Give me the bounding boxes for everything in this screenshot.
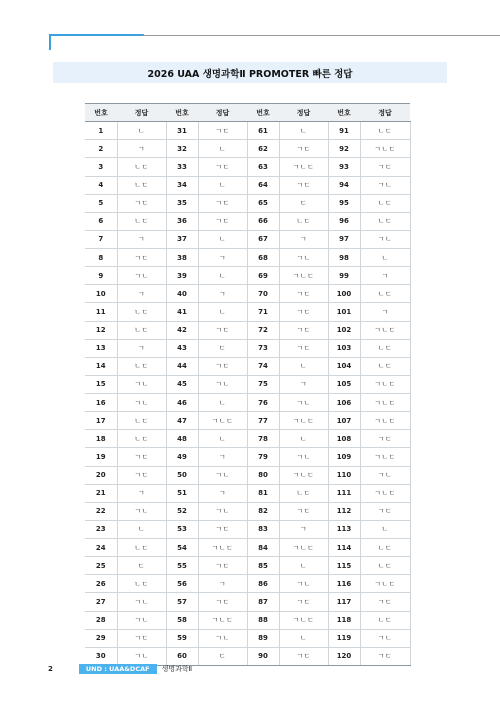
answer-cell: ㄱㄷ bbox=[360, 158, 410, 176]
answer-cell: ㄱㄷ bbox=[198, 212, 247, 230]
table-row bbox=[85, 339, 410, 357]
question-number: 76 bbox=[247, 394, 279, 412]
answer-cell: ㄴㄷ bbox=[360, 194, 410, 212]
table-header-row bbox=[85, 104, 410, 122]
question-number: 28 bbox=[85, 611, 117, 629]
table-row bbox=[85, 412, 410, 430]
question-number: 43 bbox=[166, 339, 198, 357]
question-number: 114 bbox=[328, 539, 360, 557]
answer-cell: ㄱㄷ bbox=[279, 647, 328, 665]
answer-cell: ㄱ bbox=[117, 484, 166, 502]
question-number: 27 bbox=[85, 593, 117, 611]
question-number: 2 bbox=[85, 140, 117, 158]
question-number: 49 bbox=[166, 448, 198, 466]
answer-cell: ㄱㄴ bbox=[279, 249, 328, 267]
answer-cell: ㄱㄷ bbox=[198, 158, 247, 176]
answer-cell: ㄱㄴ bbox=[198, 466, 247, 484]
question-number: 14 bbox=[85, 357, 117, 375]
question-number: 16 bbox=[85, 394, 117, 412]
answer-cell: ㄱㄴㄷ bbox=[360, 484, 410, 502]
answer-cell: ㄱ bbox=[360, 267, 410, 285]
question-number: 8 bbox=[85, 249, 117, 267]
table-row bbox=[85, 122, 410, 140]
question-number: 90 bbox=[247, 647, 279, 665]
table-row bbox=[85, 484, 410, 502]
answer-cell: ㄴㄷ bbox=[117, 176, 166, 194]
question-number: 102 bbox=[328, 321, 360, 339]
question-number: 115 bbox=[328, 557, 360, 575]
answer-cell: ㄷ bbox=[198, 339, 247, 357]
question-number: 41 bbox=[166, 303, 198, 321]
answer-cell: ㄴㄷ bbox=[117, 212, 166, 230]
question-number: 11 bbox=[85, 303, 117, 321]
question-number: 31 bbox=[166, 122, 198, 140]
table-row bbox=[85, 466, 410, 484]
answer-cell: ㄱㄴ bbox=[117, 647, 166, 665]
question-number: 62 bbox=[247, 140, 279, 158]
question-number: 119 bbox=[328, 629, 360, 647]
question-number: 56 bbox=[166, 575, 198, 593]
answer-cell: ㄱㄴ bbox=[117, 394, 166, 412]
question-number: 80 bbox=[247, 466, 279, 484]
question-number: 98 bbox=[328, 249, 360, 267]
question-number: 33 bbox=[166, 158, 198, 176]
answer-cell: ㄱㄷ bbox=[279, 140, 328, 158]
answer-cell: ㄴ bbox=[117, 122, 166, 140]
answer-cell: ㄱㄴ bbox=[117, 267, 166, 285]
answer-cell: ㄱㄴㄷ bbox=[360, 140, 410, 158]
answer-cell: ㄷ bbox=[198, 647, 247, 665]
question-number: 97 bbox=[328, 230, 360, 248]
answer-cell: ㄱㄴ bbox=[360, 629, 410, 647]
answer-cell: ㄱㄴ bbox=[360, 176, 410, 194]
answer-cell: ㄴ bbox=[279, 557, 328, 575]
answer-cell: ㄱㄷ bbox=[198, 321, 247, 339]
question-number: 117 bbox=[328, 593, 360, 611]
answer-cell: ㄱㄴ bbox=[117, 502, 166, 520]
question-number: 106 bbox=[328, 394, 360, 412]
answer-cell: ㄱㄷ bbox=[279, 339, 328, 357]
question-number: 95 bbox=[328, 194, 360, 212]
answer-cell: ㄱㄷ bbox=[117, 466, 166, 484]
answer-cell: ㄱ bbox=[198, 249, 247, 267]
header-accent-line bbox=[49, 34, 144, 36]
answer-cell: ㄱㄴ bbox=[279, 448, 328, 466]
question-number: 86 bbox=[247, 575, 279, 593]
question-number: 48 bbox=[166, 430, 198, 448]
answer-cell: ㄱ bbox=[198, 575, 247, 593]
answer-cell: ㄴㄷ bbox=[360, 611, 410, 629]
question-number: 3 bbox=[85, 158, 117, 176]
answer-cell: ㄴ bbox=[117, 520, 166, 538]
answer-table bbox=[85, 103, 411, 666]
answer-cell: ㄱㄴㄷ bbox=[360, 575, 410, 593]
question-number: 15 bbox=[85, 375, 117, 393]
question-number: 116 bbox=[328, 575, 360, 593]
table-row bbox=[85, 539, 410, 557]
answer-cell: ㄴㄷ bbox=[117, 321, 166, 339]
answer-cell: ㄱㄴ bbox=[117, 375, 166, 393]
question-number: 101 bbox=[328, 303, 360, 321]
answer-cell: ㄱㄷ bbox=[198, 194, 247, 212]
question-number: 52 bbox=[166, 502, 198, 520]
question-number: 112 bbox=[328, 502, 360, 520]
question-number: 104 bbox=[328, 357, 360, 375]
question-number: 37 bbox=[166, 230, 198, 248]
table-row bbox=[85, 430, 410, 448]
answer-cell: ㄱㄴ bbox=[279, 394, 328, 412]
answer-cell: ㄱㄷ bbox=[279, 593, 328, 611]
answer-cell: ㄱㄴㄷ bbox=[279, 267, 328, 285]
answer-cell: ㄴㄷ bbox=[360, 557, 410, 575]
question-number: 103 bbox=[328, 339, 360, 357]
table-row bbox=[85, 212, 410, 230]
answer-cell: ㄱㄷ bbox=[279, 502, 328, 520]
question-number: 74 bbox=[247, 357, 279, 375]
answer-cell: ㄷ bbox=[117, 557, 166, 575]
answer-cell: ㄴㄷ bbox=[360, 285, 410, 303]
question-number: 63 bbox=[247, 158, 279, 176]
answer-cell: ㄴㄷ bbox=[117, 430, 166, 448]
answer-cell: ㄴㄷ bbox=[360, 539, 410, 557]
answer-cell: ㄱ bbox=[360, 303, 410, 321]
page-number: 2 bbox=[48, 665, 53, 673]
question-number: 70 bbox=[247, 285, 279, 303]
question-number: 118 bbox=[328, 611, 360, 629]
question-number: 47 bbox=[166, 412, 198, 430]
answer-cell: ㄱㄴㄷ bbox=[198, 412, 247, 430]
question-number: 40 bbox=[166, 285, 198, 303]
header-num: 번호 bbox=[247, 104, 279, 122]
question-number: 65 bbox=[247, 194, 279, 212]
question-number: 21 bbox=[85, 484, 117, 502]
question-number: 105 bbox=[328, 375, 360, 393]
header-num: 번호 bbox=[328, 104, 360, 122]
header-answer: 정답 bbox=[360, 104, 410, 122]
answer-cell: ㄱㄷ bbox=[279, 176, 328, 194]
answer-cell: ㄱㄷ bbox=[360, 647, 410, 665]
header-answer: 정답 bbox=[198, 104, 247, 122]
question-number: 19 bbox=[85, 448, 117, 466]
question-number: 110 bbox=[328, 466, 360, 484]
header-accent-vertical bbox=[49, 34, 51, 50]
answer-cell: ㄴ bbox=[279, 430, 328, 448]
question-number: 67 bbox=[247, 230, 279, 248]
question-number: 44 bbox=[166, 357, 198, 375]
question-number: 120 bbox=[328, 647, 360, 665]
answer-cell: ㄴ bbox=[360, 249, 410, 267]
header-answer: 정답 bbox=[279, 104, 328, 122]
question-number: 96 bbox=[328, 212, 360, 230]
answer-cell: ㄱㄷ bbox=[198, 122, 247, 140]
question-number: 81 bbox=[247, 484, 279, 502]
answer-cell: ㄱㄴㄷ bbox=[198, 539, 247, 557]
answer-cell: ㄴ bbox=[198, 230, 247, 248]
question-number: 94 bbox=[328, 176, 360, 194]
header-num: 번호 bbox=[166, 104, 198, 122]
answer-cell: ㄱㄷ bbox=[117, 448, 166, 466]
answer-cell: ㄴㄷ bbox=[117, 303, 166, 321]
answer-cell: ㄱㄴ bbox=[198, 629, 247, 647]
question-number: 18 bbox=[85, 430, 117, 448]
question-number: 22 bbox=[85, 502, 117, 520]
answer-cell: ㄱ bbox=[117, 230, 166, 248]
answer-cell: ㄴㄷ bbox=[279, 212, 328, 230]
answer-cell: ㄱㄴㄷ bbox=[360, 412, 410, 430]
footer-code-badge: UND : UAA&DCAF bbox=[79, 664, 157, 674]
question-number: 9 bbox=[85, 267, 117, 285]
question-number: 107 bbox=[328, 412, 360, 430]
answer-cell: ㄱ bbox=[279, 375, 328, 393]
table-row bbox=[85, 575, 410, 593]
question-number: 75 bbox=[247, 375, 279, 393]
question-number: 92 bbox=[328, 140, 360, 158]
answer-cell: ㄴ bbox=[198, 176, 247, 194]
question-number: 34 bbox=[166, 176, 198, 194]
answer-cell: ㄱㄷ bbox=[117, 194, 166, 212]
question-number: 25 bbox=[85, 557, 117, 575]
question-number: 68 bbox=[247, 249, 279, 267]
page-title: 2026 UAA 생명과학Ⅱ PROMOTER 빠른 정답 bbox=[147, 68, 353, 80]
answer-cell: ㄴㄷ bbox=[360, 122, 410, 140]
question-number: 88 bbox=[247, 611, 279, 629]
answer-cell: ㄱㄴ bbox=[279, 575, 328, 593]
question-number: 58 bbox=[166, 611, 198, 629]
answer-cell: ㄱㄷ bbox=[360, 593, 410, 611]
answer-cell: ㄱㄷ bbox=[198, 357, 247, 375]
question-number: 60 bbox=[166, 647, 198, 665]
answer-cell: ㄴㄷ bbox=[279, 484, 328, 502]
question-number: 91 bbox=[328, 122, 360, 140]
question-number: 53 bbox=[166, 520, 198, 538]
question-number: 73 bbox=[247, 339, 279, 357]
question-number: 4 bbox=[85, 176, 117, 194]
question-number: 55 bbox=[166, 557, 198, 575]
answer-cell: ㄱ bbox=[279, 520, 328, 538]
question-number: 17 bbox=[85, 412, 117, 430]
answer-cell: ㄱㄴ bbox=[360, 466, 410, 484]
answer-cell: ㄱㄷ bbox=[198, 593, 247, 611]
answer-cell: ㄱㄷ bbox=[279, 321, 328, 339]
answer-cell: ㄱㄴ bbox=[117, 611, 166, 629]
answer-cell: ㄴ bbox=[279, 357, 328, 375]
question-number: 100 bbox=[328, 285, 360, 303]
question-number: 30 bbox=[85, 647, 117, 665]
answer-cell: ㄴㄷ bbox=[360, 339, 410, 357]
answer-cell: ㄱㄴ bbox=[117, 593, 166, 611]
answer-cell: ㄴ bbox=[198, 394, 247, 412]
answer-cell: ㄱㄷ bbox=[117, 249, 166, 267]
table-row bbox=[85, 321, 410, 339]
question-number: 59 bbox=[166, 629, 198, 647]
answer-cell: ㄱㄴㄷ bbox=[279, 412, 328, 430]
page-footer bbox=[48, 664, 192, 674]
question-number: 99 bbox=[328, 267, 360, 285]
answer-cell: ㄴㄷ bbox=[117, 158, 166, 176]
table-row bbox=[85, 194, 410, 212]
answer-cell: ㄱㄴㄷ bbox=[360, 448, 410, 466]
answer-cell: ㄱㄴ bbox=[360, 230, 410, 248]
footer-subject: 생명과학Ⅱ bbox=[161, 665, 193, 673]
question-number: 46 bbox=[166, 394, 198, 412]
answer-cell: ㄴㄷ bbox=[360, 212, 410, 230]
answer-cell: ㄱ bbox=[198, 448, 247, 466]
question-number: 79 bbox=[247, 448, 279, 466]
question-number: 85 bbox=[247, 557, 279, 575]
answer-cell: ㄴ bbox=[279, 629, 328, 647]
answer-cell: ㄱㄷ bbox=[279, 285, 328, 303]
question-number: 29 bbox=[85, 629, 117, 647]
question-number: 64 bbox=[247, 176, 279, 194]
question-number: 57 bbox=[166, 593, 198, 611]
question-number: 7 bbox=[85, 230, 117, 248]
question-number: 26 bbox=[85, 575, 117, 593]
table-row bbox=[85, 267, 410, 285]
header-answer: 정답 bbox=[117, 104, 166, 122]
answer-cell: ㄱㄷ bbox=[198, 520, 247, 538]
answer-cell: ㄴ bbox=[198, 140, 247, 158]
table-row bbox=[85, 593, 410, 611]
table-row bbox=[85, 285, 410, 303]
answer-cell: ㄴㄷ bbox=[360, 357, 410, 375]
answer-cell: ㄱ bbox=[198, 285, 247, 303]
answer-cell: ㄱ bbox=[117, 339, 166, 357]
table-row bbox=[85, 448, 410, 466]
question-number: 35 bbox=[166, 194, 198, 212]
question-number: 6 bbox=[85, 212, 117, 230]
question-number: 45 bbox=[166, 375, 198, 393]
answer-cell: ㄱㄴㄷ bbox=[279, 158, 328, 176]
answer-cell: ㄴ bbox=[279, 122, 328, 140]
question-number: 113 bbox=[328, 520, 360, 538]
answer-cell: ㄴ bbox=[198, 303, 247, 321]
question-number: 78 bbox=[247, 430, 279, 448]
answer-cell: ㄱㄷ bbox=[360, 502, 410, 520]
question-number: 23 bbox=[85, 520, 117, 538]
question-number: 89 bbox=[247, 629, 279, 647]
answer-cell: ㄱㄴㄷ bbox=[198, 611, 247, 629]
answer-cell: ㄴㄷ bbox=[117, 357, 166, 375]
question-number: 42 bbox=[166, 321, 198, 339]
header-num: 번호 bbox=[85, 104, 117, 122]
question-number: 111 bbox=[328, 484, 360, 502]
answer-cell: ㄴㄷ bbox=[117, 412, 166, 430]
answer-cell: ㄱㄷ bbox=[360, 430, 410, 448]
answer-cell: ㄱㄷ bbox=[198, 557, 247, 575]
question-number: 108 bbox=[328, 430, 360, 448]
question-number: 50 bbox=[166, 466, 198, 484]
question-number: 5 bbox=[85, 194, 117, 212]
table-row bbox=[85, 394, 410, 412]
answer-cell: ㄱㄴㄷ bbox=[360, 321, 410, 339]
table-row bbox=[85, 629, 410, 647]
question-number: 24 bbox=[85, 539, 117, 557]
answer-cell: ㄱㄷ bbox=[279, 303, 328, 321]
question-number: 1 bbox=[85, 122, 117, 140]
table-row bbox=[85, 303, 410, 321]
question-number: 12 bbox=[85, 321, 117, 339]
question-number: 38 bbox=[166, 249, 198, 267]
table-row bbox=[85, 647, 410, 665]
answer-cell: ㄴ bbox=[198, 430, 247, 448]
answer-cell: ㄱㄴㄷ bbox=[279, 539, 328, 557]
question-number: 39 bbox=[166, 267, 198, 285]
question-number: 72 bbox=[247, 321, 279, 339]
question-number: 69 bbox=[247, 267, 279, 285]
question-number: 36 bbox=[166, 212, 198, 230]
table-row bbox=[85, 230, 410, 248]
question-number: 71 bbox=[247, 303, 279, 321]
header-rule bbox=[142, 35, 500, 36]
question-number: 51 bbox=[166, 484, 198, 502]
question-number: 32 bbox=[166, 140, 198, 158]
answer-cell: ㄱ bbox=[279, 230, 328, 248]
page-title-bar bbox=[53, 62, 447, 83]
table-row bbox=[85, 557, 410, 575]
question-number: 77 bbox=[247, 412, 279, 430]
answer-cell: ㄱㄷ bbox=[117, 629, 166, 647]
question-number: 13 bbox=[85, 339, 117, 357]
table-row bbox=[85, 611, 410, 629]
question-number: 10 bbox=[85, 285, 117, 303]
answer-cell: ㄱ bbox=[117, 140, 166, 158]
answer-cell: ㄴ bbox=[198, 267, 247, 285]
table-row bbox=[85, 249, 410, 267]
answer-cell: ㄱㄴㄷ bbox=[279, 611, 328, 629]
question-number: 20 bbox=[85, 466, 117, 484]
question-number: 109 bbox=[328, 448, 360, 466]
answer-cell: ㄱㄴㄷ bbox=[360, 394, 410, 412]
question-number: 93 bbox=[328, 158, 360, 176]
answer-cell: ㄱㄴ bbox=[198, 502, 247, 520]
answer-cell: ㄴ bbox=[360, 520, 410, 538]
question-number: 54 bbox=[166, 539, 198, 557]
question-number: 87 bbox=[247, 593, 279, 611]
table-row bbox=[85, 140, 410, 158]
table-row bbox=[85, 520, 410, 538]
question-number: 84 bbox=[247, 539, 279, 557]
question-number: 66 bbox=[247, 212, 279, 230]
question-number: 83 bbox=[247, 520, 279, 538]
answer-cell: ㄷ bbox=[279, 194, 328, 212]
table-row bbox=[85, 357, 410, 375]
table-row bbox=[85, 176, 410, 194]
answer-cell: ㄱㄴㄷ bbox=[279, 466, 328, 484]
answer-cell: ㄱ bbox=[198, 484, 247, 502]
answer-cell: ㄴㄷ bbox=[117, 539, 166, 557]
question-number: 61 bbox=[247, 122, 279, 140]
question-number: 82 bbox=[247, 502, 279, 520]
answer-cell: ㄱㄴㄷ bbox=[360, 375, 410, 393]
table-row bbox=[85, 375, 410, 393]
answer-cell: ㄴㄷ bbox=[117, 575, 166, 593]
table-row bbox=[85, 502, 410, 520]
answer-cell: ㄱ bbox=[117, 285, 166, 303]
answer-cell: ㄱㄴ bbox=[198, 375, 247, 393]
table-row bbox=[85, 158, 410, 176]
